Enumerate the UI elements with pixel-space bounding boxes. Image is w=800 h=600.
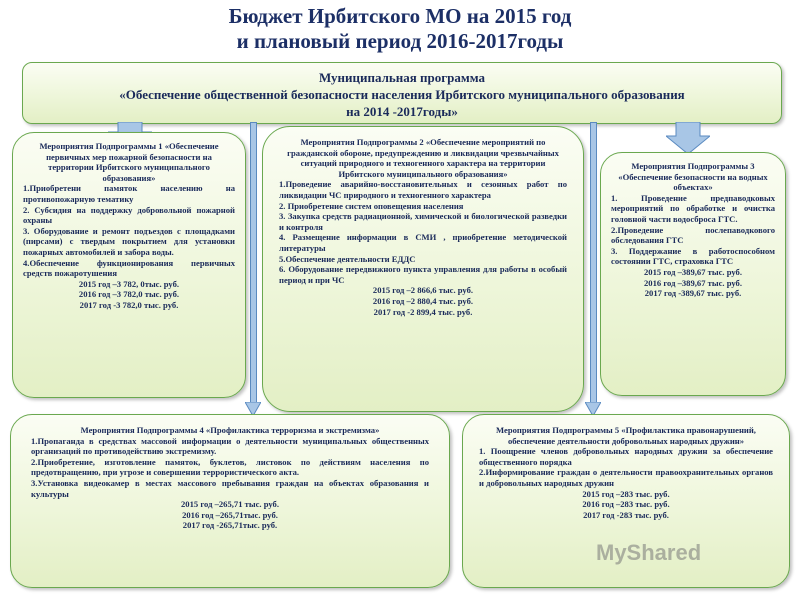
subprogram-4-budget-2017: 2017 год -265,71тыс. руб. <box>182 520 278 531</box>
subprogram-4-item: 1.Пропаганда в средствах массовой информации о деятельности муниципальных общественных организаций по противодействию экстремизму. <box>31 435 429 457</box>
subprogram-2-budget-2016: 2016 год –2 880,4 тыс. руб. <box>372 295 474 306</box>
page-title <box>0 4 800 54</box>
arrow-down-icon <box>666 122 710 154</box>
program-line-2: «Обеспечение общественной безопасности населения Ирбитского муниципального образования <box>119 87 685 102</box>
subprogram-2-item: 6. Оборудование передвижного пункта управления для работы в особый период и при ЧС <box>279 264 567 285</box>
subprogram-1-budget-2015: 2015 год –3 782, 0тыс. руб. <box>78 278 180 289</box>
subprogram-2-item: 5.Обеспечение деятельности ЕДДС <box>279 253 416 264</box>
subprogram-1-item: 2. Субсидия на поддержку добровольной пожарной охраны <box>23 204 235 226</box>
watermark: MyShared <box>596 540 702 565</box>
program-line-1: Муниципальная программа <box>318 70 486 85</box>
program-box <box>22 62 782 124</box>
subprogram-3-item: 1. Проведение предпаводковых мероприятий по обработке и очистка головной части водосброса ГТС. <box>611 192 775 224</box>
subprogram-5-header: Мероприятия Подпрограммы 5 «Профилактика правонарушений, обеспечение деятельности добровольных народных дружин» <box>496 425 756 446</box>
subprogram-2-box <box>262 126 584 412</box>
title-line-1: Бюджет Ирбитского МО на 2015 год <box>228 4 572 28</box>
subprogram-2-header: Мероприятия Подпрограммы 2 «Обеспечение мероприятий по гражданской обороне, предупреждению и ликвидации чрезвычайных ситуаций природного и техногенного характера на территории Ирбитского муниципального образования» <box>287 137 559 179</box>
subprogram-5-budget-2017: 2017 год -283 тыс. руб. <box>583 509 669 520</box>
subprogram-2-item: 2. Приобретение систем оповещения населения <box>279 200 464 211</box>
subprogram-3-header: Мероприятия Подпрограммы 3 «Обеспечение безопасности на водных объектах» <box>618 161 768 193</box>
subprogram-5-item: 1. Поощрение членов добровольных народных дружин за обеспечение общественного порядка <box>479 446 773 467</box>
subprogram-4-item: 2.Приобретение, изготовление памяток, буклетов, листовок по действиям населения по предотвращению, при угрозе и совершении террористического акта. <box>31 456 429 478</box>
subprogram-3-item: 2.Проведение послепаводкового обследования ГТС <box>611 224 775 246</box>
subprogram-2-budget-2017: 2017 год -2 899,4 тыс. руб. <box>373 306 473 317</box>
subprogram-3-budget-2017: 2017 год -389,67 тыс. руб. <box>644 288 742 299</box>
subprogram-1-item: 4.Обеспечение функционирования первичных средств пожаротушения <box>23 257 235 279</box>
subprogram-1-item: 1.Приобретени памяток населению на противопожарную тематику <box>23 183 235 204</box>
subprogram-2-item: 4. Размещение информации в СМИ , приобретение методической литературы <box>279 232 567 253</box>
subprogram-4-budget-2015: 2015 год –265,71 тыс. руб. <box>181 499 279 510</box>
subprogram-3-box <box>600 152 786 396</box>
subprogram-1-budget-2017: 2017 год -3 782,0 тыс. руб. <box>79 299 179 310</box>
subprogram-1-budget-2016: 2016 год –3 782,0 тыс. руб. <box>78 289 180 300</box>
subprogram-4-box <box>10 414 450 588</box>
subprogram-1-box <box>12 132 246 398</box>
subprogram-3-budget-2015: 2015 год –389,67 тыс. руб. <box>644 266 742 277</box>
subprogram-2-budget-2015: 2015 год –2 866,6 тыс. руб. <box>372 285 474 296</box>
subprogram-5-budget-2015: 2015 год –283 тыс. руб. <box>582 488 670 499</box>
subprogram-4-budget-2016: 2016 год –265,71тыс. руб. <box>182 509 278 520</box>
subprogram-2-item: 3. Закупка средств радиационной, химической и биологической разведки и контроля <box>279 211 567 232</box>
subprogram-4-item: 3.Установка видеокамер в местах массового пребывания граждан на объектах образования и культуры <box>31 477 429 499</box>
subprogram-1-header: Мероприятия Подпрограммы 1 «Обеспечение первичных мер пожарной безопасности на территории Ирбитского муниципального образования» <box>39 141 219 183</box>
subprogram-3-item: 3. Поддержание в работоспособном состоянии ГТС, страховка ГТС <box>611 245 775 267</box>
subprogram-1-item: 3. Оборудование и ремонт подъездов с площадками (пирсами) с твердым покрытием для установки пожарных автомобилей и забора воды. <box>23 225 235 257</box>
subprogram-5-item: 2.Информирование граждан о деятельности правоохранительных органов и добровольных народных дружин <box>479 467 773 488</box>
subprogram-3-budget-2016: 2016 год –389,67 тыс. руб. <box>644 277 742 288</box>
connector-line <box>590 122 597 410</box>
title-line-2: и плановый период 2016-2017годы <box>236 29 564 53</box>
subprogram-4-header: Мероприятия Подпрограммы 4 «Профилактика терроризма и экстремизма» <box>80 425 380 435</box>
subprogram-5-budget-2016: 2016 год –283 тыс. руб. <box>582 499 670 510</box>
subprogram-2-item: 1.Проведение аварийно-восстановительных и сезонных работ по ликвидации ЧС природного и техногенного характера <box>279 179 567 200</box>
program-line-3: на 2014 -2017годы» <box>346 104 458 119</box>
connector-line <box>250 122 257 410</box>
